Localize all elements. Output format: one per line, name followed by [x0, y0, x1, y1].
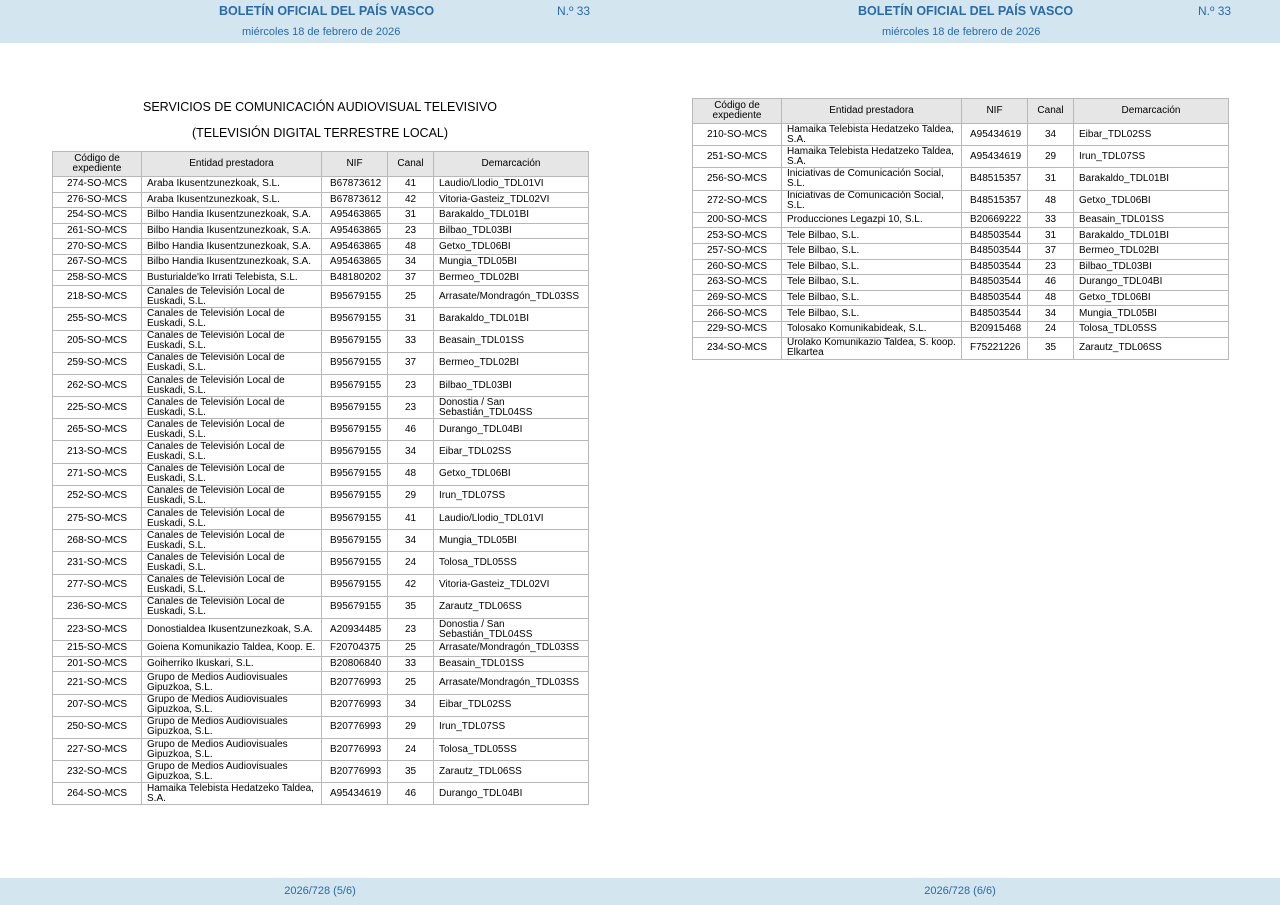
demarcacion-cell: Irun_TDL07SS — [434, 716, 589, 738]
demarcacion-cell: Tolosa_TDL05SS — [434, 552, 589, 574]
expediente-cell: 251-SO-MCS — [693, 146, 782, 168]
right-page-table — [692, 98, 1229, 360]
table-row — [53, 761, 589, 783]
nif-cell: B67873612 — [322, 192, 388, 208]
demarcacion-cell: Zarautz_TDL06SS — [434, 761, 589, 783]
nif-cell: B95679155 — [322, 596, 388, 618]
footer-left-page: 2026/728 (5/6) — [284, 885, 356, 897]
table-row — [53, 596, 589, 618]
expediente-cell: 250-SO-MCS — [53, 716, 142, 738]
expediente-cell: 274-SO-MCS — [53, 177, 142, 193]
expediente-cell: 255-SO-MCS — [53, 308, 142, 330]
entidad-cell: Grupo de Medios Audiovisuales Gipuzkoa, S.L. — [142, 738, 322, 760]
expediente-cell: 232-SO-MCS — [53, 761, 142, 783]
entidad-cell: Tele Bilbao, S.L. — [782, 275, 962, 291]
table-row — [53, 254, 589, 270]
demarcacion-cell: Bilbao_TDL03BI — [1074, 259, 1229, 275]
expediente-cell: 218-SO-MCS — [53, 286, 142, 308]
demarcacion-cell: Zarautz_TDL06SS — [434, 596, 589, 618]
nif-cell: B48515357 — [962, 168, 1028, 190]
demarcacion-cell: Donostia / San Sebastián_TDL04SS — [434, 397, 589, 419]
header-right-date: miércoles 18 de febrero de 2026 — [882, 26, 1041, 38]
expediente-cell: 277-SO-MCS — [53, 574, 142, 596]
entidad-cell: Araba Ikusentzunezkoak, S.L. — [142, 177, 322, 193]
expediente-cell: 225-SO-MCS — [53, 397, 142, 419]
nif-cell: B48503544 — [962, 228, 1028, 244]
nif-cell: A95463865 — [322, 254, 388, 270]
expediente-cell: 260-SO-MCS — [693, 259, 782, 275]
canal-cell: 24 — [388, 552, 434, 574]
table-row — [693, 243, 1229, 259]
nif-cell: B95679155 — [322, 508, 388, 530]
table-header-row — [693, 99, 1229, 124]
demarcacion-cell: Laudio/Llodio_TDL01VI — [434, 508, 589, 530]
canal-cell: 34 — [388, 694, 434, 716]
canal-cell: 31 — [1028, 168, 1074, 190]
table-row — [53, 308, 589, 330]
nif-cell: A95463865 — [322, 208, 388, 224]
page-footer — [0, 878, 1280, 905]
canal-cell: 35 — [388, 761, 434, 783]
col-header-canal: Canal — [1028, 99, 1074, 124]
nif-cell: A95463865 — [322, 239, 388, 255]
demarcacion-cell: Getxo_TDL06BI — [434, 463, 589, 485]
canal-cell: 33 — [388, 330, 434, 352]
nif-cell: B20806840 — [322, 656, 388, 672]
demarcacion-cell: Zarautz_TDL06SS — [1074, 337, 1229, 359]
table-row — [693, 168, 1229, 190]
col-header-demarcacion: Demarcación — [434, 152, 589, 177]
demarcacion-cell: Durango_TDL04BI — [434, 419, 589, 441]
canal-cell: 37 — [388, 270, 434, 286]
expediente-cell: 231-SO-MCS — [53, 552, 142, 574]
table-row — [53, 738, 589, 760]
entidad-cell: Canales de Televisión Local de Euskadi, S.L. — [142, 374, 322, 396]
expediente-cell: 275-SO-MCS — [53, 508, 142, 530]
demarcacion-cell: Vitoria-Gasteiz_TDL02VI — [434, 574, 589, 596]
demarcacion-cell: Durango_TDL04BI — [434, 783, 589, 805]
expediente-cell: 256-SO-MCS — [693, 168, 782, 190]
entidad-cell: Canales de Televisión Local de Euskadi, S.L. — [142, 441, 322, 463]
expediente-cell: 215-SO-MCS — [53, 641, 142, 657]
entidad-cell: Canales de Televisión Local de Euskadi, S.L. — [142, 552, 322, 574]
demarcacion-cell: Vitoria-Gasteiz_TDL02VI — [434, 192, 589, 208]
entidad-cell: Hamaika Telebista Hedatzeko Taldea, S.A. — [782, 146, 962, 168]
nif-cell: A95434619 — [962, 146, 1028, 168]
entidad-cell: Urolako Komunikazio Taldea, S. koop. Elkartea — [782, 337, 962, 359]
section-title-line2: (TELEVISIÓN DIGITAL TERRESTRE LOCAL) — [191, 126, 449, 140]
canal-cell: 35 — [1028, 337, 1074, 359]
table-row — [53, 223, 589, 239]
nif-cell: B20776993 — [322, 738, 388, 760]
table-row — [693, 190, 1229, 212]
nif-cell: B95679155 — [322, 352, 388, 374]
nif-cell: A95434619 — [962, 124, 1028, 146]
entidad-cell: Goiena Komunikazio Taldea, Koop. E. — [142, 641, 322, 657]
canal-cell: 29 — [1028, 146, 1074, 168]
canal-cell: 24 — [1028, 321, 1074, 337]
table-row — [53, 463, 589, 485]
table-row — [53, 239, 589, 255]
demarcacion-cell: Tolosa_TDL05SS — [1074, 321, 1229, 337]
nif-cell: B20915468 — [962, 321, 1028, 337]
expediente-cell: 207-SO-MCS — [53, 694, 142, 716]
canal-cell: 31 — [1028, 228, 1074, 244]
demarcacion-cell: Irun_TDL07SS — [434, 485, 589, 507]
nif-cell: B48503544 — [962, 259, 1028, 275]
nif-cell: B20776993 — [322, 761, 388, 783]
expediente-cell: 267-SO-MCS — [53, 254, 142, 270]
table-row — [693, 124, 1229, 146]
demarcacion-cell: Bermeo_TDL02BI — [434, 352, 589, 374]
demarcacion-cell: Eibar_TDL02SS — [434, 694, 589, 716]
nif-cell: B95679155 — [322, 374, 388, 396]
entidad-cell: Tele Bilbao, S.L. — [782, 306, 962, 322]
demarcacion-cell: Arrasate/Mondragón_TDL03SS — [434, 672, 589, 694]
entidad-cell: Bilbo Handia Ikusentzunezkoak, S.A. — [142, 208, 322, 224]
canal-cell: 25 — [388, 672, 434, 694]
canal-cell: 29 — [388, 716, 434, 738]
nif-cell: B48503544 — [962, 275, 1028, 291]
canal-cell: 25 — [388, 286, 434, 308]
table-row — [693, 306, 1229, 322]
demarcacion-cell: Mungia_TDL05BI — [434, 530, 589, 552]
nif-cell: B48503544 — [962, 306, 1028, 322]
canal-cell: 48 — [388, 463, 434, 485]
table-row — [693, 146, 1229, 168]
canal-cell: 42 — [388, 574, 434, 596]
expediente-cell: 261-SO-MCS — [53, 223, 142, 239]
expediente-cell: 271-SO-MCS — [53, 463, 142, 485]
canal-cell: 23 — [388, 223, 434, 239]
nif-cell: A95434619 — [322, 783, 388, 805]
entidad-cell: Bilbo Handia Ikusentzunezkoak, S.A. — [142, 239, 322, 255]
table-row — [53, 397, 589, 419]
expediente-cell: 258-SO-MCS — [53, 270, 142, 286]
canal-cell: 31 — [388, 208, 434, 224]
canal-cell: 48 — [1028, 290, 1074, 306]
header-left-title: BOLETÍN OFICIAL DEL PAÍS VASCO — [219, 4, 435, 18]
entidad-cell: Busturialde'ko Irrati Telebista, S.L. — [142, 270, 322, 286]
expediente-cell: 276-SO-MCS — [53, 192, 142, 208]
entidad-cell: Canales de Televisión Local de Euskadi, S.L. — [142, 596, 322, 618]
table-row — [53, 783, 589, 805]
nif-cell: B20776993 — [322, 672, 388, 694]
canal-cell: 31 — [388, 308, 434, 330]
demarcacion-cell: Barakaldo_TDL01BI — [434, 208, 589, 224]
demarcacion-cell: Irun_TDL07SS — [1074, 146, 1229, 168]
table-row — [53, 286, 589, 308]
expediente-cell: 234-SO-MCS — [693, 337, 782, 359]
col-header-expediente: Código de expediente — [693, 99, 782, 124]
canal-cell: 48 — [1028, 190, 1074, 212]
canal-cell: 23 — [1028, 259, 1074, 275]
entidad-cell: Araba Ikusentzunezkoak, S.L. — [142, 192, 322, 208]
entidad-cell: Hamaika Telebista Hedatzeko Taldea, S.A. — [782, 124, 962, 146]
nif-cell: B95679155 — [322, 419, 388, 441]
expediente-cell: 221-SO-MCS — [53, 672, 142, 694]
expediente-cell: 205-SO-MCS — [53, 330, 142, 352]
entidad-cell: Grupo de Medios Audiovisuales Gipuzkoa, S.L. — [142, 716, 322, 738]
expediente-cell: 254-SO-MCS — [53, 208, 142, 224]
entidad-cell: Canales de Televisión Local de Euskadi, S.L. — [142, 308, 322, 330]
entidad-cell: Tolosako Komunikabideak, S.L. — [782, 321, 962, 337]
expediente-cell: 262-SO-MCS — [53, 374, 142, 396]
entidad-cell: Canales de Televisión Local de Euskadi, S.L. — [142, 419, 322, 441]
table-row — [53, 574, 589, 596]
entidad-cell: Grupo de Medios Audiovisuales Gipuzkoa, S.L. — [142, 761, 322, 783]
expediente-cell: 200-SO-MCS — [693, 212, 782, 228]
demarcacion-cell: Getxo_TDL06BI — [434, 239, 589, 255]
canal-cell: 41 — [388, 177, 434, 193]
canal-cell: 34 — [1028, 124, 1074, 146]
nif-cell: B48515357 — [962, 190, 1028, 212]
expediente-cell: 268-SO-MCS — [53, 530, 142, 552]
expediente-cell: 210-SO-MCS — [693, 124, 782, 146]
table-row — [53, 352, 589, 374]
footer-right-page: 2026/728 (6/6) — [924, 885, 996, 897]
expediente-cell: 253-SO-MCS — [693, 228, 782, 244]
canal-cell: 42 — [388, 192, 434, 208]
canal-cell: 46 — [1028, 275, 1074, 291]
table-row — [53, 672, 589, 694]
expediente-cell: 266-SO-MCS — [693, 306, 782, 322]
table-row — [53, 485, 589, 507]
expediente-cell: 213-SO-MCS — [53, 441, 142, 463]
demarcacion-cell: Getxo_TDL06BI — [1074, 290, 1229, 306]
nif-cell: B95679155 — [322, 441, 388, 463]
table-row — [53, 330, 589, 352]
nif-cell: B95679155 — [322, 485, 388, 507]
nif-cell: B95679155 — [322, 286, 388, 308]
table-row — [693, 275, 1229, 291]
entidad-cell: Iniciativas de Comunicación Social, S.L. — [782, 190, 962, 212]
nif-cell: B95679155 — [322, 397, 388, 419]
table-row — [53, 552, 589, 574]
table-row — [693, 290, 1229, 306]
col-header-canal: Canal — [388, 152, 434, 177]
nif-cell: A95463865 — [322, 223, 388, 239]
expediente-cell: 263-SO-MCS — [693, 275, 782, 291]
col-header-demarcacion: Demarcación — [1074, 99, 1229, 124]
entidad-cell: Goiherriko Ikuskari, S.L. — [142, 656, 322, 672]
demarcacion-cell: Bilbao_TDL03BI — [434, 374, 589, 396]
table-row — [53, 419, 589, 441]
header-left-date: miércoles 18 de febrero de 2026 — [242, 26, 401, 38]
nif-cell: A20934485 — [322, 618, 388, 640]
nif-cell: B95679155 — [322, 574, 388, 596]
entidad-cell: Canales de Televisión Local de Euskadi, S.L. — [142, 463, 322, 485]
entidad-cell: Canales de Televisión Local de Euskadi, S.L. — [142, 485, 322, 507]
nif-cell: B20669222 — [962, 212, 1028, 228]
nif-cell: B95679155 — [322, 530, 388, 552]
left-page-table — [52, 151, 589, 805]
nif-cell: B48503544 — [962, 290, 1028, 306]
demarcacion-cell: Barakaldo_TDL01BI — [1074, 228, 1229, 244]
col-header-entidad: Entidad prestadora — [782, 99, 962, 124]
canal-cell: 23 — [388, 618, 434, 640]
demarcacion-cell: Donostia / San Sebastián_TDL04SS — [434, 618, 589, 640]
canal-cell: 24 — [388, 738, 434, 760]
nif-cell: F20704375 — [322, 641, 388, 657]
demarcacion-cell: Beasain_TDL01SS — [1074, 212, 1229, 228]
table-row — [693, 321, 1229, 337]
demarcacion-cell: Arrasate/Mondragón_TDL03SS — [434, 641, 589, 657]
canal-cell: 29 — [388, 485, 434, 507]
table-row — [693, 212, 1229, 228]
entidad-cell: Canales de Televisión Local de Euskadi, S.L. — [142, 352, 322, 374]
table-row — [53, 508, 589, 530]
demarcacion-cell: Durango_TDL04BI — [1074, 275, 1229, 291]
demarcacion-cell: Bilbao_TDL03BI — [434, 223, 589, 239]
header-left-number: N.º 33 — [557, 4, 591, 18]
canal-cell: 34 — [388, 254, 434, 270]
expediente-cell: 229-SO-MCS — [693, 321, 782, 337]
expediente-cell: 223-SO-MCS — [53, 618, 142, 640]
demarcacion-cell: Mungia_TDL05BI — [1074, 306, 1229, 322]
table-row — [53, 177, 589, 193]
canal-cell: 33 — [388, 656, 434, 672]
entidad-cell: Tele Bilbao, S.L. — [782, 243, 962, 259]
page-header — [0, 0, 1280, 43]
expediente-cell: 259-SO-MCS — [53, 352, 142, 374]
nif-cell: B95679155 — [322, 308, 388, 330]
entidad-cell: Canales de Televisión Local de Euskadi, S.L. — [142, 574, 322, 596]
entidad-cell: Canales de Televisión Local de Euskadi, S.L. — [142, 397, 322, 419]
entidad-cell: Canales de Televisión Local de Euskadi, S.L. — [142, 508, 322, 530]
demarcacion-cell: Beasain_TDL01SS — [434, 656, 589, 672]
entidad-cell: Iniciativas de Comunicación Social, S.L. — [782, 168, 962, 190]
table-header-row — [53, 152, 589, 177]
entidad-cell: Producciones Legazpi 10, S.L. — [782, 212, 962, 228]
entidad-cell: Bilbo Handia Ikusentzunezkoak, S.A. — [142, 223, 322, 239]
demarcacion-cell: Beasain_TDL01SS — [434, 330, 589, 352]
table-row — [53, 656, 589, 672]
nif-cell: B48180202 — [322, 270, 388, 286]
entidad-cell: Tele Bilbao, S.L. — [782, 228, 962, 244]
col-header-entidad: Entidad prestadora — [142, 152, 322, 177]
table-row — [53, 641, 589, 657]
nif-cell: B95679155 — [322, 463, 388, 485]
canal-cell: 34 — [1028, 306, 1074, 322]
canal-cell: 35 — [388, 596, 434, 618]
expediente-cell: 252-SO-MCS — [53, 485, 142, 507]
header-right-number: N.º 33 — [1198, 4, 1232, 18]
table-row — [693, 259, 1229, 275]
entidad-cell: Canales de Televisión Local de Euskadi, S.L. — [142, 530, 322, 552]
table-row — [53, 618, 589, 640]
table-row — [53, 530, 589, 552]
table-row — [53, 441, 589, 463]
demarcacion-cell: Eibar_TDL02SS — [1074, 124, 1229, 146]
expediente-cell: 236-SO-MCS — [53, 596, 142, 618]
demarcacion-cell: Eibar_TDL02SS — [434, 441, 589, 463]
table-row — [53, 374, 589, 396]
table-row — [53, 694, 589, 716]
canal-cell: 25 — [388, 641, 434, 657]
expediente-cell: 227-SO-MCS — [53, 738, 142, 760]
canal-cell: 46 — [388, 419, 434, 441]
canal-cell: 34 — [388, 530, 434, 552]
table-row — [53, 208, 589, 224]
demarcacion-cell: Arrasate/Mondragón_TDL03SS — [434, 286, 589, 308]
table-row — [53, 716, 589, 738]
entidad-cell: Hamaika Telebista Hedatzeko Taldea, S.A. — [142, 783, 322, 805]
canal-cell: 48 — [388, 239, 434, 255]
canal-cell: 34 — [388, 441, 434, 463]
expediente-cell: 269-SO-MCS — [693, 290, 782, 306]
entidad-cell: Canales de Televisión Local de Euskadi, S.L. — [142, 286, 322, 308]
canal-cell: 37 — [1028, 243, 1074, 259]
demarcacion-cell: Laudio/Llodio_TDL01VI — [434, 177, 589, 193]
demarcacion-cell: Tolosa_TDL05SS — [434, 738, 589, 760]
entidad-cell: Bilbo Handia Ikusentzunezkoak, S.A. — [142, 254, 322, 270]
nif-cell: B95679155 — [322, 552, 388, 574]
entidad-cell: Tele Bilbao, S.L. — [782, 290, 962, 306]
entidad-cell: Canales de Televisión Local de Euskadi, S.L. — [142, 330, 322, 352]
section-title-line1: SERVICIOS DE COMUNICACIÓN AUDIOVISUAL TELEVISIVO — [142, 100, 498, 114]
nif-cell: F75221226 — [962, 337, 1028, 359]
demarcacion-cell: Bermeo_TDL02BI — [434, 270, 589, 286]
nif-cell: B48503544 — [962, 243, 1028, 259]
nif-cell: B67873612 — [322, 177, 388, 193]
col-header-nif: NIF — [962, 99, 1028, 124]
table-row — [693, 337, 1229, 359]
canal-cell: 46 — [388, 783, 434, 805]
header-right-title: BOLETÍN OFICIAL DEL PAÍS VASCO — [858, 4, 1074, 18]
table-row — [53, 270, 589, 286]
canal-cell: 37 — [388, 352, 434, 374]
expediente-cell: 201-SO-MCS — [53, 656, 142, 672]
canal-cell: 33 — [1028, 212, 1074, 228]
entidad-cell: Grupo de Medios Audiovisuales Gipuzkoa, S.L. — [142, 694, 322, 716]
expediente-cell: 265-SO-MCS — [53, 419, 142, 441]
expediente-cell: 272-SO-MCS — [693, 190, 782, 212]
col-header-nif: NIF — [322, 152, 388, 177]
entidad-cell: Tele Bilbao, S.L. — [782, 259, 962, 275]
expediente-cell: 257-SO-MCS — [693, 243, 782, 259]
nif-cell: B20776993 — [322, 716, 388, 738]
expediente-cell: 264-SO-MCS — [53, 783, 142, 805]
table-row — [53, 192, 589, 208]
demarcacion-cell: Barakaldo_TDL01BI — [1074, 168, 1229, 190]
col-header-expediente: Código de expediente — [53, 152, 142, 177]
demarcacion-cell: Barakaldo_TDL01BI — [434, 308, 589, 330]
canal-cell: 41 — [388, 508, 434, 530]
nif-cell: B20776993 — [322, 694, 388, 716]
canal-cell: 23 — [388, 374, 434, 396]
entidad-cell: Donostialdea Ikusentzunezkoak, S.A. — [142, 618, 322, 640]
canal-cell: 23 — [388, 397, 434, 419]
demarcacion-cell: Getxo_TDL06BI — [1074, 190, 1229, 212]
expediente-cell: 270-SO-MCS — [53, 239, 142, 255]
nif-cell: B95679155 — [322, 330, 388, 352]
demarcacion-cell: Bermeo_TDL02BI — [1074, 243, 1229, 259]
demarcacion-cell: Mungia_TDL05BI — [434, 254, 589, 270]
table-row — [693, 228, 1229, 244]
entidad-cell: Grupo de Medios Audiovisuales Gipuzkoa, S.L. — [142, 672, 322, 694]
